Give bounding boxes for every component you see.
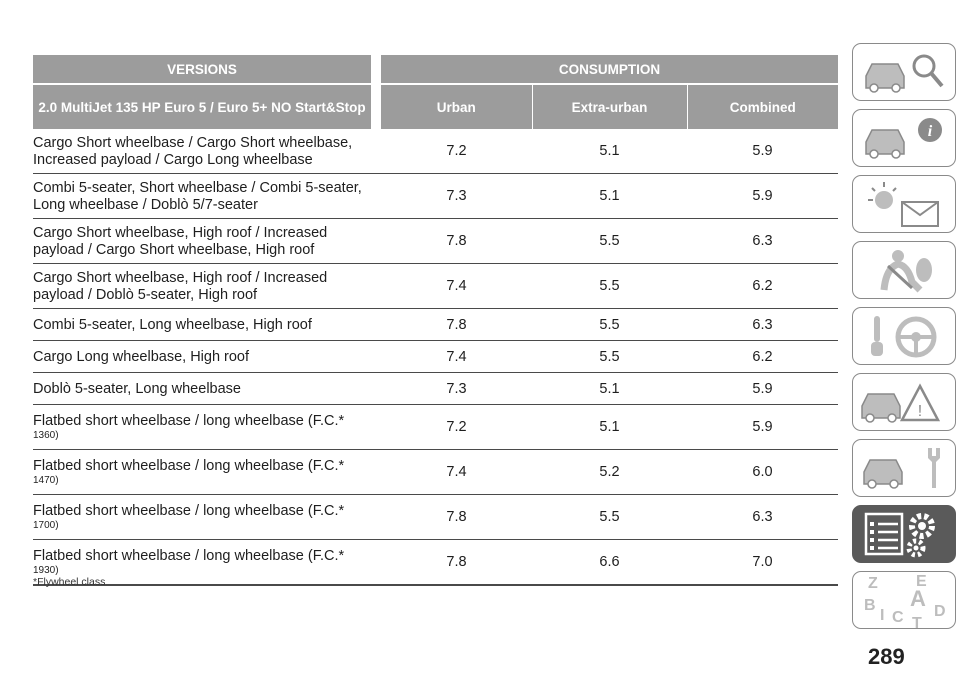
page-number: 289 bbox=[868, 644, 905, 669]
table-row bbox=[33, 341, 838, 373]
svg-text:Z: Z bbox=[868, 575, 878, 592]
version-label: Flatbed short wheelbase / long wheelbase (F.C.* bbox=[33, 503, 345, 519]
consumption-header: CONSUMPTION bbox=[381, 55, 838, 84]
urban-value: 7.4 bbox=[381, 264, 532, 309]
versions-header: VERSIONS bbox=[33, 55, 371, 84]
combined-value: 5.9 bbox=[687, 129, 838, 174]
extra-urban-header: Extra-urban bbox=[532, 84, 687, 129]
engine-header: 2.0 MultiJet 135 HP Euro 5 / Euro 5+ NO Start&Stop bbox=[33, 84, 371, 129]
version-name bbox=[33, 264, 371, 309]
combined-value: 6.2 bbox=[687, 341, 838, 373]
version-name bbox=[33, 405, 371, 450]
flywheel-class-note: 1470) bbox=[33, 475, 59, 486]
svg-text:D: D bbox=[934, 603, 946, 620]
header-row-1 bbox=[33, 55, 838, 84]
flywheel-class-note: 1700) bbox=[33, 520, 59, 531]
svg-text:I: I bbox=[880, 607, 885, 624]
version-label: Combi 5-seater, Short wheelbase / Combi 5-seater, Long wheelbase / Doblò 5/7-seater bbox=[33, 179, 362, 213]
version-name bbox=[33, 450, 371, 495]
extra-urban-value: 6.6 bbox=[532, 540, 687, 586]
version-label: Cargo Long wheelbase, High roof bbox=[33, 348, 250, 365]
combined-value: 5.9 bbox=[687, 405, 838, 450]
version-name bbox=[33, 495, 371, 540]
table-row bbox=[33, 219, 838, 264]
svg-text:A: A bbox=[910, 586, 926, 611]
chapter-tab[interactable] bbox=[852, 241, 956, 299]
urban-value: 7.2 bbox=[381, 129, 532, 174]
combined-value: 6.3 bbox=[687, 219, 838, 264]
extra-urban-value: 5.5 bbox=[532, 495, 687, 540]
version-name bbox=[33, 341, 371, 373]
table-row bbox=[33, 373, 838, 405]
version-label: Doblò 5-seater, Long wheelbase bbox=[33, 380, 241, 397]
extra-urban-value: 5.1 bbox=[532, 405, 687, 450]
urban-header: Urban bbox=[381, 84, 532, 129]
urban-value: 7.8 bbox=[381, 309, 532, 341]
chapter-tab[interactable] bbox=[852, 175, 956, 233]
chapter-tab[interactable] bbox=[852, 43, 956, 101]
table-row bbox=[33, 309, 838, 341]
version-name bbox=[33, 373, 371, 405]
combined-value: 5.9 bbox=[687, 174, 838, 219]
version-name bbox=[33, 174, 371, 219]
urban-value: 7.8 bbox=[381, 495, 532, 540]
urban-value: 7.4 bbox=[381, 450, 532, 495]
chapter-tab[interactable] bbox=[852, 505, 956, 563]
table-row bbox=[33, 450, 838, 495]
combined-value: 7.0 bbox=[687, 540, 838, 586]
table-row bbox=[33, 540, 838, 586]
table-row bbox=[33, 129, 838, 174]
combined-header: Combined bbox=[687, 84, 838, 129]
table-row bbox=[33, 405, 838, 450]
urban-value: 7.8 bbox=[381, 219, 532, 264]
extra-urban-value: 5.5 bbox=[532, 264, 687, 309]
table-body bbox=[33, 129, 838, 585]
extra-urban-value: 5.5 bbox=[532, 341, 687, 373]
svg-text:C: C bbox=[892, 609, 904, 626]
version-label: Cargo Short wheelbase / Cargo Short wheelbase, Increased payload / Cargo Long wheelbase bbox=[33, 134, 353, 168]
svg-text:T: T bbox=[912, 615, 922, 628]
footnote: *Flywheel class bbox=[33, 576, 106, 588]
version-name bbox=[33, 219, 371, 264]
header-row-2 bbox=[33, 84, 838, 129]
table-row bbox=[33, 264, 838, 309]
svg-text:B: B bbox=[864, 597, 876, 614]
extra-urban-value: 5.2 bbox=[532, 450, 687, 495]
svg-text:!: ! bbox=[917, 403, 923, 420]
urban-value: 7.8 bbox=[381, 540, 532, 586]
extra-urban-value: 5.1 bbox=[532, 373, 687, 405]
combined-value: 6.0 bbox=[687, 450, 838, 495]
combined-value: 5.9 bbox=[687, 373, 838, 405]
chapter-tab[interactable] bbox=[852, 307, 956, 365]
consumption-table bbox=[33, 55, 838, 586]
extra-urban-value: 5.5 bbox=[532, 219, 687, 264]
version-label: Cargo Short wheelbase, High roof / Increased payload / Doblò 5-seater, High roof bbox=[33, 269, 328, 303]
combined-value: 6.3 bbox=[687, 495, 838, 540]
version-label: Cargo Short wheelbase, High roof / Increased payload / Cargo Short wheelbase, High roof bbox=[33, 224, 328, 258]
chapter-tab[interactable] bbox=[852, 373, 956, 431]
version-name bbox=[33, 129, 371, 174]
combined-value: 6.2 bbox=[687, 264, 838, 309]
extra-urban-value: 5.5 bbox=[532, 309, 687, 341]
version-label: Flatbed short wheelbase / long wheelbase (F.C.* bbox=[33, 548, 345, 564]
extra-urban-value: 5.1 bbox=[532, 174, 687, 219]
consumption-table-container bbox=[33, 55, 838, 586]
chapter-tab[interactable] bbox=[852, 571, 956, 629]
chapter-tab[interactable] bbox=[852, 439, 956, 497]
version-label: Flatbed short wheelbase / long wheelbase (F.C.* bbox=[33, 413, 345, 429]
table-row bbox=[33, 174, 838, 219]
chapter-tab[interactable] bbox=[852, 109, 956, 167]
svg-text:E: E bbox=[916, 573, 927, 590]
urban-value: 7.3 bbox=[381, 373, 532, 405]
version-name bbox=[33, 309, 371, 341]
version-label: Flatbed short wheelbase / long wheelbase (F.C.* bbox=[33, 458, 345, 474]
table-row bbox=[33, 495, 838, 540]
extra-urban-value: 5.1 bbox=[532, 129, 687, 174]
urban-value: 7.2 bbox=[381, 405, 532, 450]
combined-value: 6.3 bbox=[687, 309, 838, 341]
version-label: Combi 5-seater, Long wheelbase, High roof bbox=[33, 316, 312, 333]
urban-value: 7.4 bbox=[381, 341, 532, 373]
flywheel-class-note: 1360) bbox=[33, 430, 59, 441]
flywheel-class-note: 1930) bbox=[33, 565, 59, 576]
urban-value: 7.3 bbox=[381, 174, 532, 219]
svg-text:i: i bbox=[927, 123, 933, 140]
